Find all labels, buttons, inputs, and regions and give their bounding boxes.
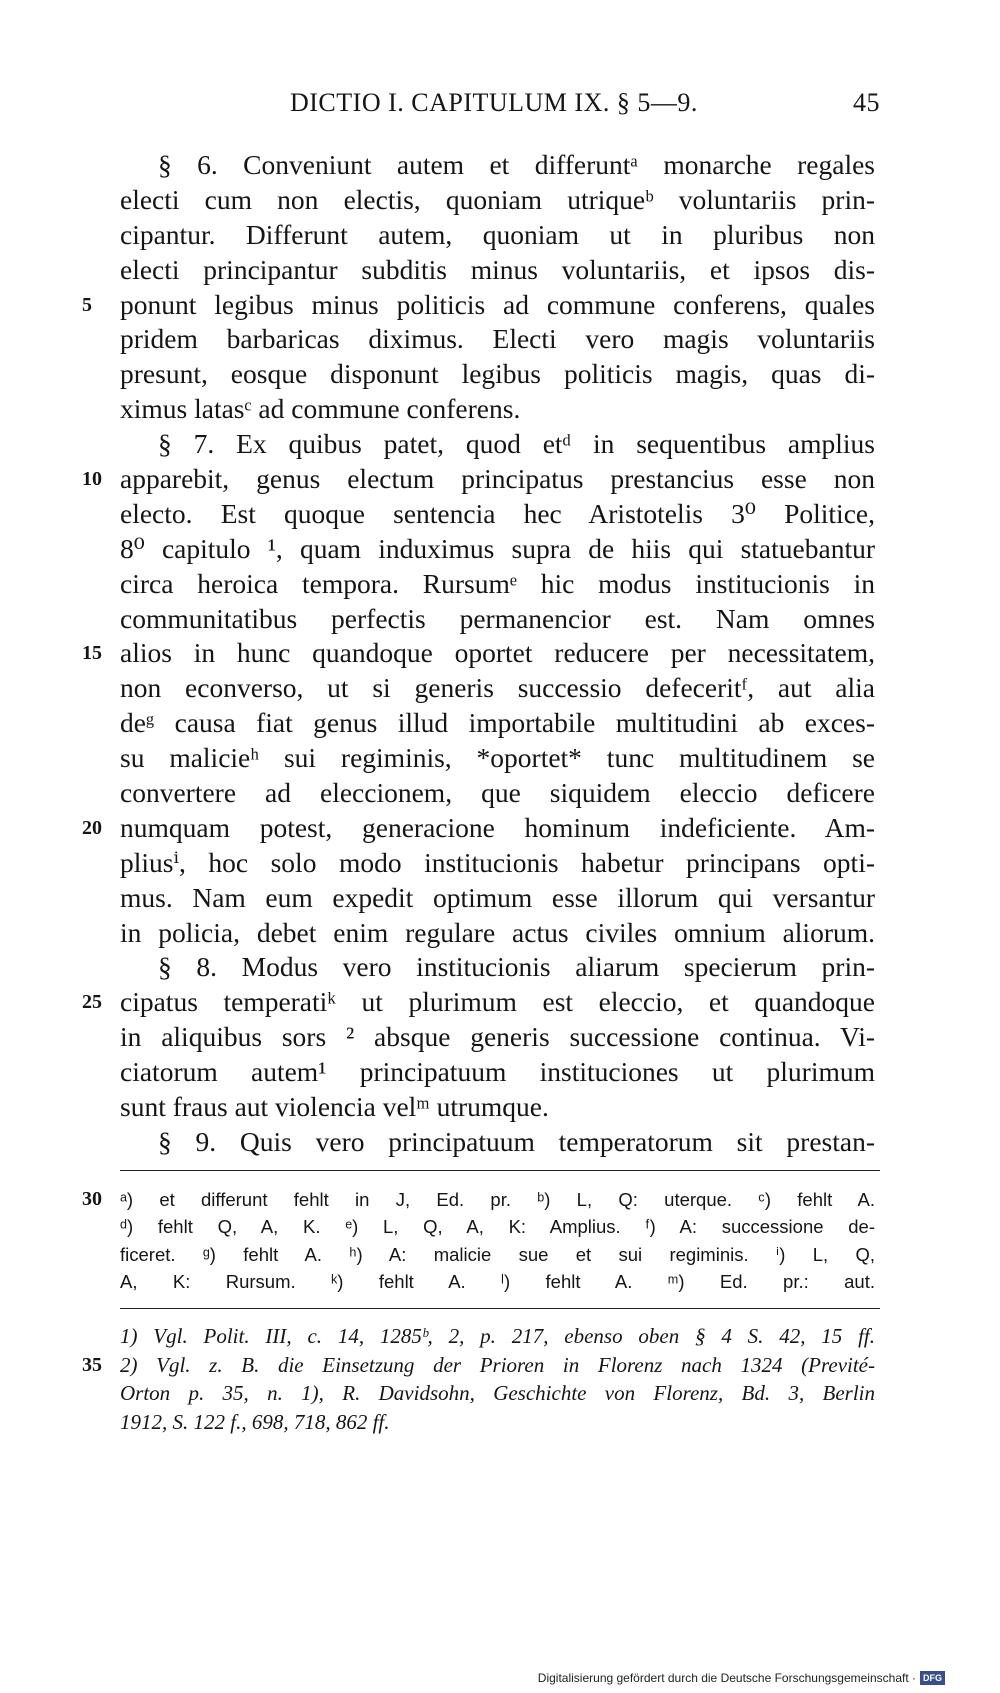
main-text: [82, 148, 875, 1160]
line-text: § 8. Modus vero institucionis aliarum specierum prin-: [158, 951, 875, 983]
line-text: circa heroica tempora. Rursumᵉ hic modus institucionis in: [120, 567, 875, 599]
line-text: § 6. Conveniunt autem et differuntᵃ monarche regales: [158, 149, 875, 180]
text-line: [120, 1125, 875, 1160]
line-text: alios in hunc quandoque oportet reducere per necessitatem,: [120, 637, 875, 669]
apparatus-line: [120, 1268, 875, 1295]
digitization-credit: [538, 1671, 945, 1685]
running-head: DICTIO I. CAPITULUM IX. § 5—9.: [290, 88, 698, 117]
line-text: ciatorum autem¹ principatuum instituciones ut plurimum: [120, 1056, 875, 1088]
dfg-logo: DFG: [920, 1671, 945, 1685]
text-line: [120, 567, 875, 602]
line-text: su malicieʰ sui regiminis, *oportet* tunc multitudinem se: [120, 742, 875, 774]
text-line: [120, 322, 875, 357]
text-line: [82, 811, 875, 846]
text-line: [82, 985, 875, 1020]
text-line: [82, 462, 875, 497]
line-number: 35: [82, 1353, 102, 1376]
apparatus-line: [120, 1213, 875, 1240]
line-number: 20: [82, 816, 102, 839]
text-line: [120, 776, 875, 811]
credit-text: Digitalisierung gefördert durch die Deutsche Forschungsgemeinschaft ·: [537, 1671, 916, 1685]
line-text: 8⁰ capitulo ¹, quam induximus supra de hiis qui statuebantur: [120, 532, 875, 564]
line-text: cipatus temperatiᵏ ut plurimum est eleccio, et quandoque: [120, 986, 875, 1018]
text-line: [120, 1020, 875, 1055]
line-text: ponunt legibus minus politicis ad commune conferens, quales: [120, 288, 875, 320]
page-header: [120, 88, 880, 128]
text-line: [120, 427, 875, 462]
line-text: mus. Nam eum expedit optimum esse illorum qui versantur: [120, 881, 875, 913]
text-line: [120, 218, 875, 253]
line-number: 5: [82, 293, 92, 316]
note-line: [120, 1322, 875, 1351]
line-text: ximus latasᶜ ad commune conferens.: [120, 393, 521, 425]
text-line: [120, 950, 875, 985]
line-text: apparebit, genus electum principatus prestancius esse non: [120, 463, 875, 495]
text-line: [120, 1090, 875, 1125]
apparatus-line: [82, 1186, 875, 1213]
line-text: cipantur. Differunt autem, quoniam ut in pluribus non: [120, 218, 875, 250]
line-text: ᵈ) fehlt Q, A, K. ᵉ) L, Q, A, K: Amplius. ᶠ) A: successione de-: [120, 1216, 875, 1238]
line-text: 2) Vgl. z. B. die Einsetzung der Prioren in Florenz nach 1324 (Previté-: [120, 1352, 875, 1377]
line-text: A, K: Rursum. ᵏ) fehlt A. ˡ) fehlt A. ᵐ) Ed. pr.: aut.: [120, 1270, 875, 1292]
line-text: communitatibus perfectis permanencior est. Nam omnes: [120, 602, 875, 634]
text-line: [120, 881, 875, 916]
text-line: [82, 636, 875, 671]
note-line: [120, 1379, 875, 1408]
page-number: 45: [853, 88, 880, 117]
text-line: [120, 671, 875, 706]
line-text: 1) Vgl. Polit. III, c. 14, 1285ᵇ, 2, p. 217, ebenso oben § 4 S. 42, 15 ff.: [120, 1324, 875, 1348]
line-text: electo. Est quoque sentencia hec Aristotelis 3⁰ Politice,: [120, 497, 875, 529]
line-text: ficeret. ᵍ) fehlt A. ʰ) A: malicie sue et sui regiminis. ⁱ) L, Q,: [120, 1243, 875, 1265]
apparatus-line: [120, 1241, 875, 1268]
line-text: deᵍ causa fiat genus illud importabile multitudini ab exces-: [120, 707, 875, 739]
line-text: in policia, debet enim regulare actus civiles omnium aliorum.: [120, 916, 875, 948]
text-line: [120, 183, 875, 218]
text-line: [120, 846, 875, 881]
text-line: [120, 148, 875, 183]
text-line: [120, 357, 875, 392]
line-number: 25: [82, 991, 102, 1014]
line-text: § 7. Ex quibus patet, quod etᵈ in sequentibus amplius: [158, 428, 875, 460]
text-line: [120, 602, 875, 637]
line-text: pridem barbaricas diximus. Electi vero magis voluntariis: [120, 323, 875, 355]
text-line: [120, 253, 875, 288]
line-text: numquam potest, generacione hominum indeficiente. Am-: [120, 811, 875, 843]
critical-apparatus: [82, 1186, 875, 1295]
line-text: Orton p. 35, n. 1), R. Davidsohn, Geschichte von Florenz, Bd. 3, Berlin: [120, 1381, 875, 1405]
note-line: [120, 1408, 875, 1437]
text-line: [120, 741, 875, 776]
line-number: 15: [82, 642, 102, 665]
line-text: in aliquibus sors ² absque generis successione continua. Vi-: [120, 1021, 875, 1053]
line-text: § 9. Quis vero principatuum temperatorum sit prestan-: [158, 1125, 875, 1157]
line-text: electi principantur subditis minus voluntariis, et ipsos dis-: [120, 253, 875, 285]
text-line: [120, 706, 875, 741]
text-line: [120, 1055, 875, 1090]
text-line: [120, 392, 875, 427]
line-text: electi cum non electis, quoniam utriqueᵇ voluntariis prin-: [120, 183, 875, 215]
line-text: sunt fraus aut violencia velᵐ utrumque.: [120, 1091, 549, 1123]
text-line: [120, 497, 875, 532]
text-line: [82, 288, 875, 323]
text-line: [120, 532, 875, 567]
line-text: pliusⁱ, hoc solo modo institucionis habetur principans opti-: [120, 846, 875, 878]
note-line: [82, 1351, 875, 1380]
line-text: 1912, S. 122 f., 698, 718, 862 ff.: [120, 1409, 390, 1434]
text-line: [120, 916, 875, 951]
line-text: presunt, eosque disponunt legibus politicis magis, quas di-: [120, 358, 875, 390]
footnotes: [82, 1322, 875, 1436]
line-text: ᵃ) et differunt fehlt in J, Ed. pr. ᵇ) L, Q: uterque. ᶜ) fehlt A.: [120, 1189, 875, 1210]
line-text: convertere ad eleccionem, que siquidem eleccio deficere: [120, 777, 875, 809]
line-number: 10: [82, 468, 102, 491]
line-number: 30: [82, 1188, 102, 1210]
notes-rule: [120, 1308, 880, 1309]
line-text: non econverso, ut si generis successio defeceritᶠ, aut alia: [120, 672, 875, 704]
apparatus-rule: [120, 1170, 880, 1171]
